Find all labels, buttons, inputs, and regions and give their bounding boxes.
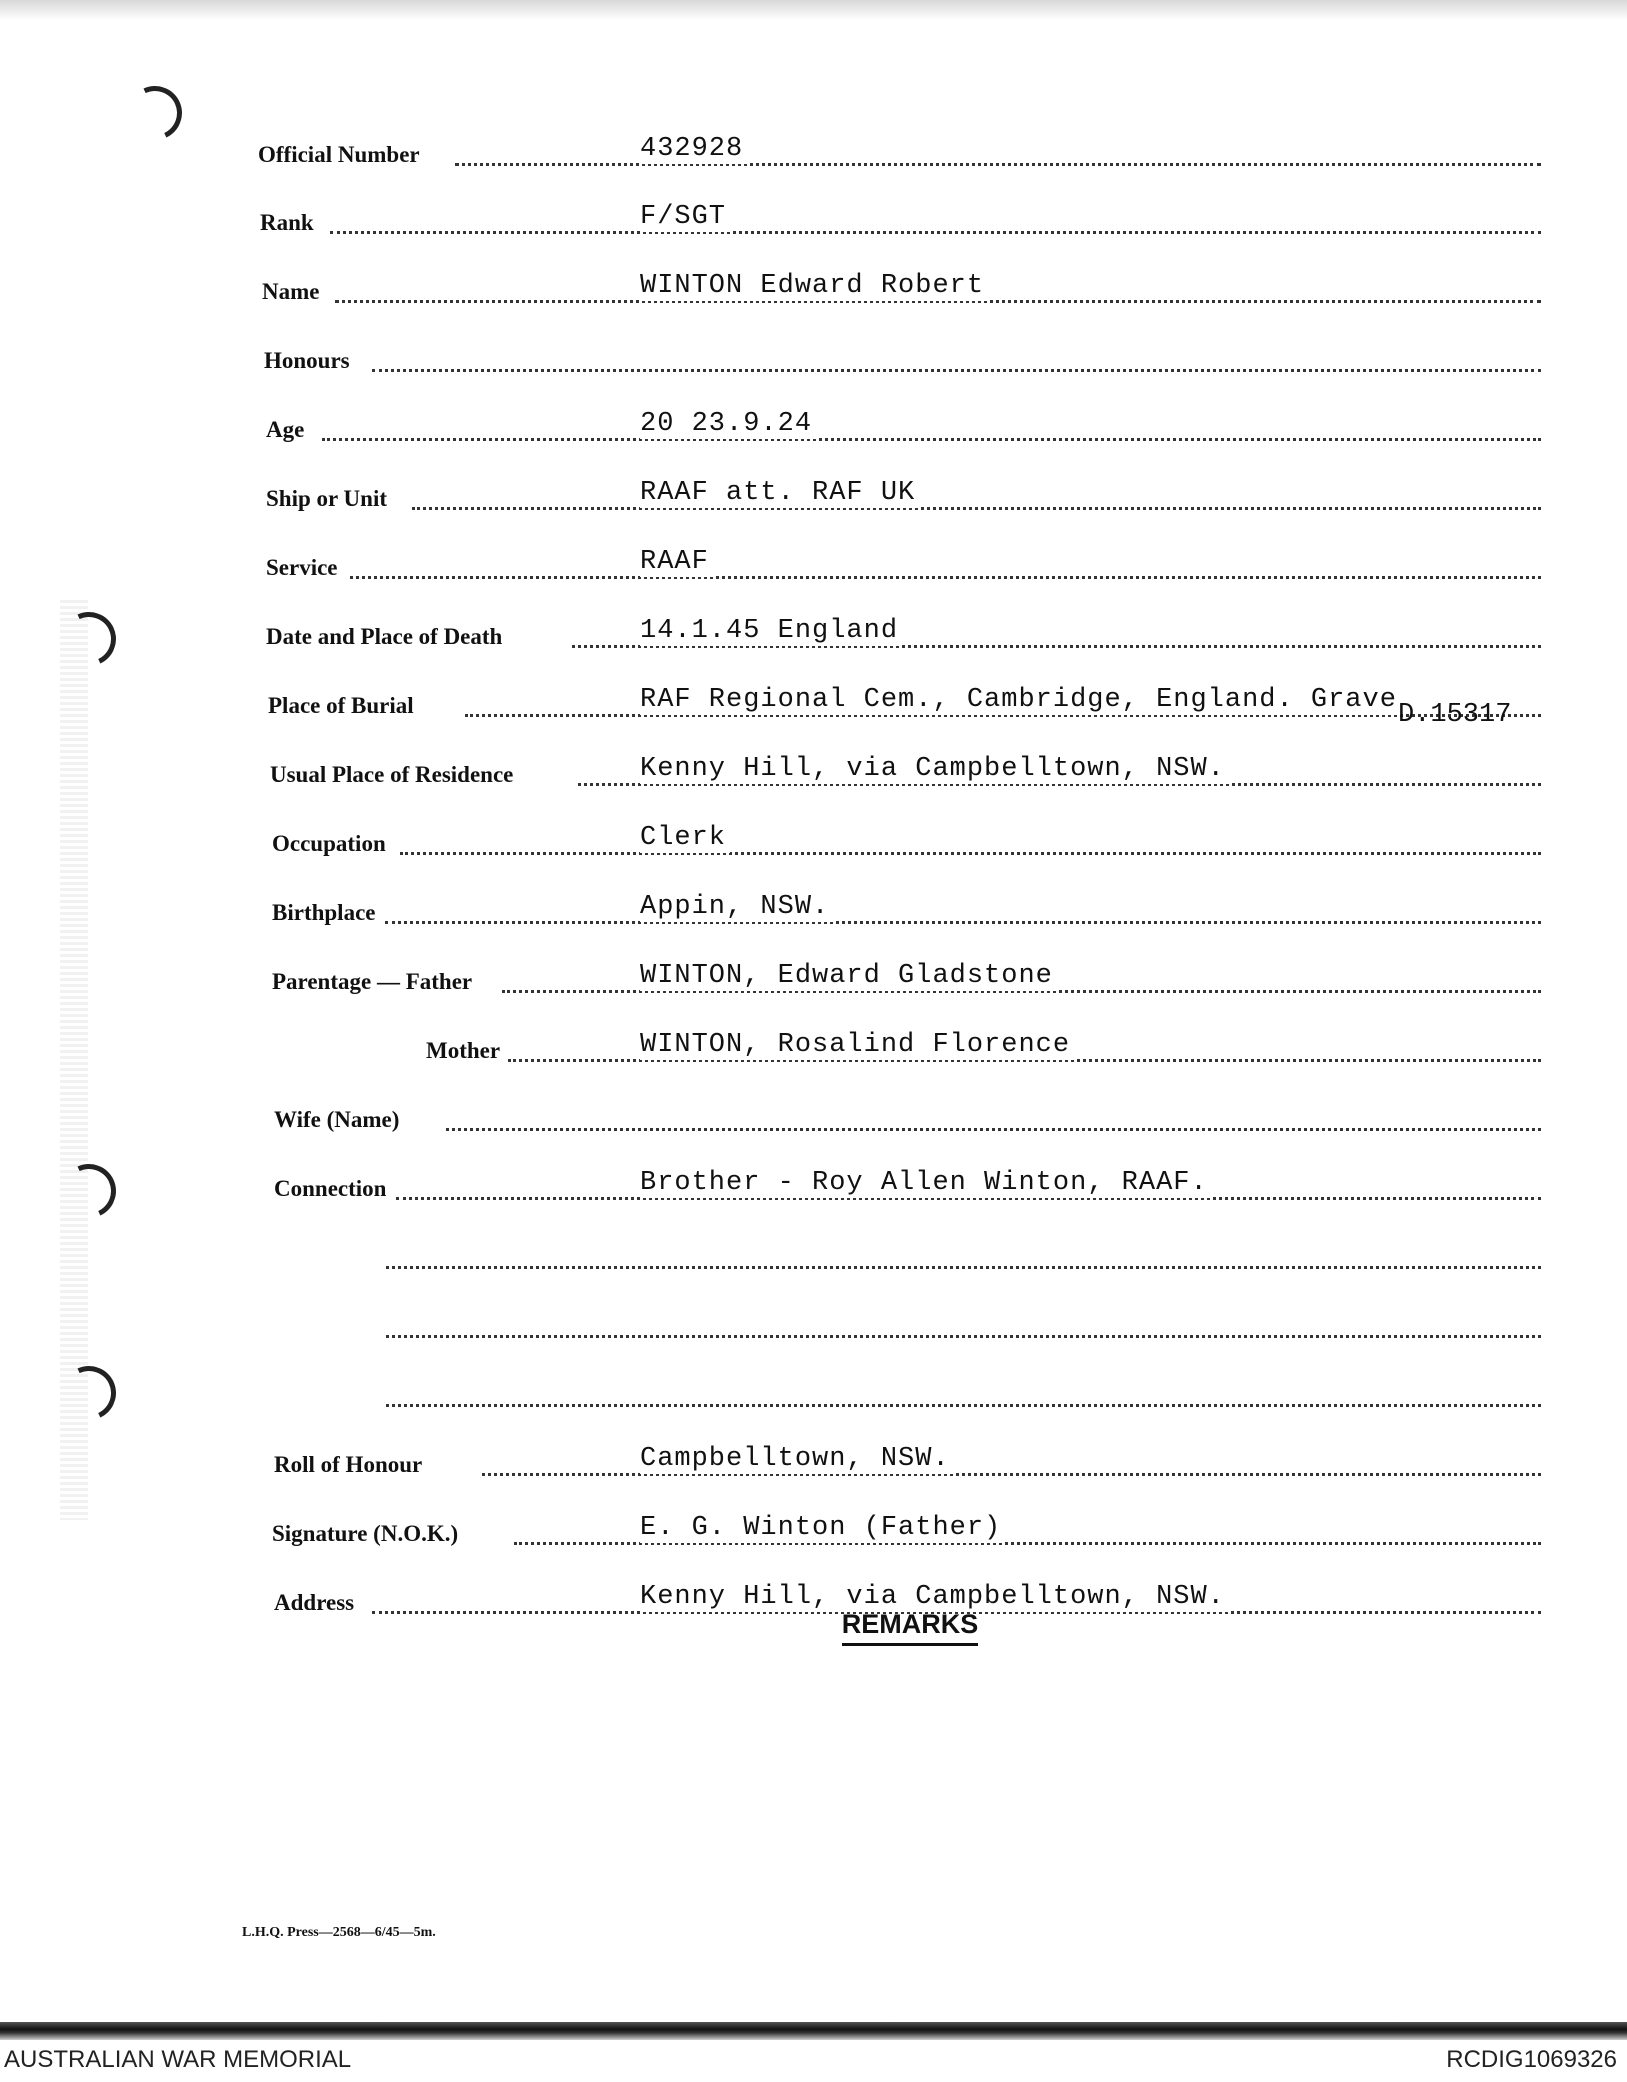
dotted-rule <box>322 438 1541 441</box>
dotted-rule <box>385 921 1541 924</box>
grave-number: D.15317 <box>1398 700 1512 730</box>
field-label: Birthplace <box>272 900 376 925</box>
field-value: Campbelltown, NSW. <box>640 1444 954 1474</box>
field-value: Kenny Hill, via Campbelltown, NSW. <box>640 1582 1229 1612</box>
field-label: Rank <box>260 210 314 235</box>
form-row <box>0 543 1627 587</box>
dotted-rule <box>446 1128 1541 1131</box>
field-label: Usual Place of Residence <box>270 762 514 787</box>
remarks-heading-text: REMARKS <box>842 1609 979 1646</box>
dotted-rule <box>412 507 1541 510</box>
form-row <box>0 957 1627 1001</box>
printer-mark: L.H.Q. Press—2568—6/45—5m. <box>242 1925 436 1940</box>
dotted-rule <box>400 852 1541 855</box>
field-value: WINTON, Edward Gladstone <box>640 961 1057 991</box>
form-row <box>0 1302 1627 1346</box>
field-value: 14.1.45 England <box>640 616 902 646</box>
field-label: Honours <box>264 348 350 373</box>
dotted-rule <box>372 369 1541 372</box>
dotted-rule <box>386 1404 1541 1407</box>
field-label: Service <box>266 555 338 580</box>
form-row <box>0 130 1627 174</box>
field-label: Wife (Name) <box>274 1107 400 1132</box>
field-value: E. G. Winton (Father) <box>640 1513 1005 1543</box>
form-row <box>0 267 1627 311</box>
form-row <box>0 1095 1627 1139</box>
field-value: RAF Regional Cem., Cambridge, England. Grave <box>640 685 1401 715</box>
footer-institution: AUSTRALIAN WAR MEMORIAL <box>4 2046 352 2073</box>
field-value: 20 23.9.24 <box>640 409 816 439</box>
dotted-rule <box>350 576 1541 579</box>
field-label: Occupation <box>272 831 386 856</box>
field-value: F/SGT <box>640 202 730 232</box>
dotted-rule <box>386 1266 1541 1269</box>
field-value: Appin, NSW. <box>640 892 833 922</box>
field-value: WINTON, Rosalind Florence <box>640 1030 1074 1060</box>
field-label: Address <box>274 1590 355 1615</box>
field-label: Date and Place of Death <box>266 624 503 649</box>
form-row <box>0 819 1627 863</box>
form-row <box>0 1440 1627 1484</box>
dotted-rule <box>330 231 1541 234</box>
field-label: Age <box>266 417 305 442</box>
field-label: Ship or Unit <box>266 486 388 511</box>
form-row <box>0 405 1627 449</box>
dotted-rule <box>455 163 1541 166</box>
form-row <box>0 474 1627 518</box>
field-value: 432928 <box>640 134 747 164</box>
field-value: RAAF <box>640 547 713 577</box>
scan-top-edge <box>0 0 1627 20</box>
scan-bottom-bar <box>0 2022 1627 2040</box>
form-row <box>0 681 1627 725</box>
form-row <box>0 198 1627 242</box>
field-value: WINTON Edward Robert <box>640 271 988 301</box>
form-row <box>0 1026 1627 1070</box>
form-row <box>0 750 1627 794</box>
dotted-rule <box>386 1335 1541 1338</box>
field-value: Brother - Roy Allen Winton, RAAF. <box>640 1168 1212 1198</box>
field-label: Official Number <box>258 142 420 167</box>
field-label: Signature (N.O.K.) <box>272 1521 459 1546</box>
field-value: Kenny Hill, via Campbelltown, NSW. <box>640 754 1229 784</box>
form-row <box>0 1233 1627 1277</box>
remarks-heading <box>0 1609 1627 1640</box>
field-label: Place of Burial <box>268 693 414 718</box>
field-value: RAAF att. RAF UK <box>640 478 919 508</box>
field-label: Mother <box>426 1038 501 1063</box>
field-value: Clerk <box>640 823 730 853</box>
form-row <box>0 1164 1627 1208</box>
form-row <box>0 1509 1627 1553</box>
form-row <box>0 612 1627 656</box>
field-label: Roll of Honour <box>274 1452 423 1477</box>
field-label: Connection <box>274 1176 387 1201</box>
form-row <box>0 888 1627 932</box>
form-row <box>0 336 1627 380</box>
footer-identifier: RCDIG1069326 <box>1446 2046 1617 2073</box>
field-label: Name <box>262 279 320 304</box>
form-row <box>0 1371 1627 1415</box>
field-label: Parentage — Father <box>272 969 473 994</box>
